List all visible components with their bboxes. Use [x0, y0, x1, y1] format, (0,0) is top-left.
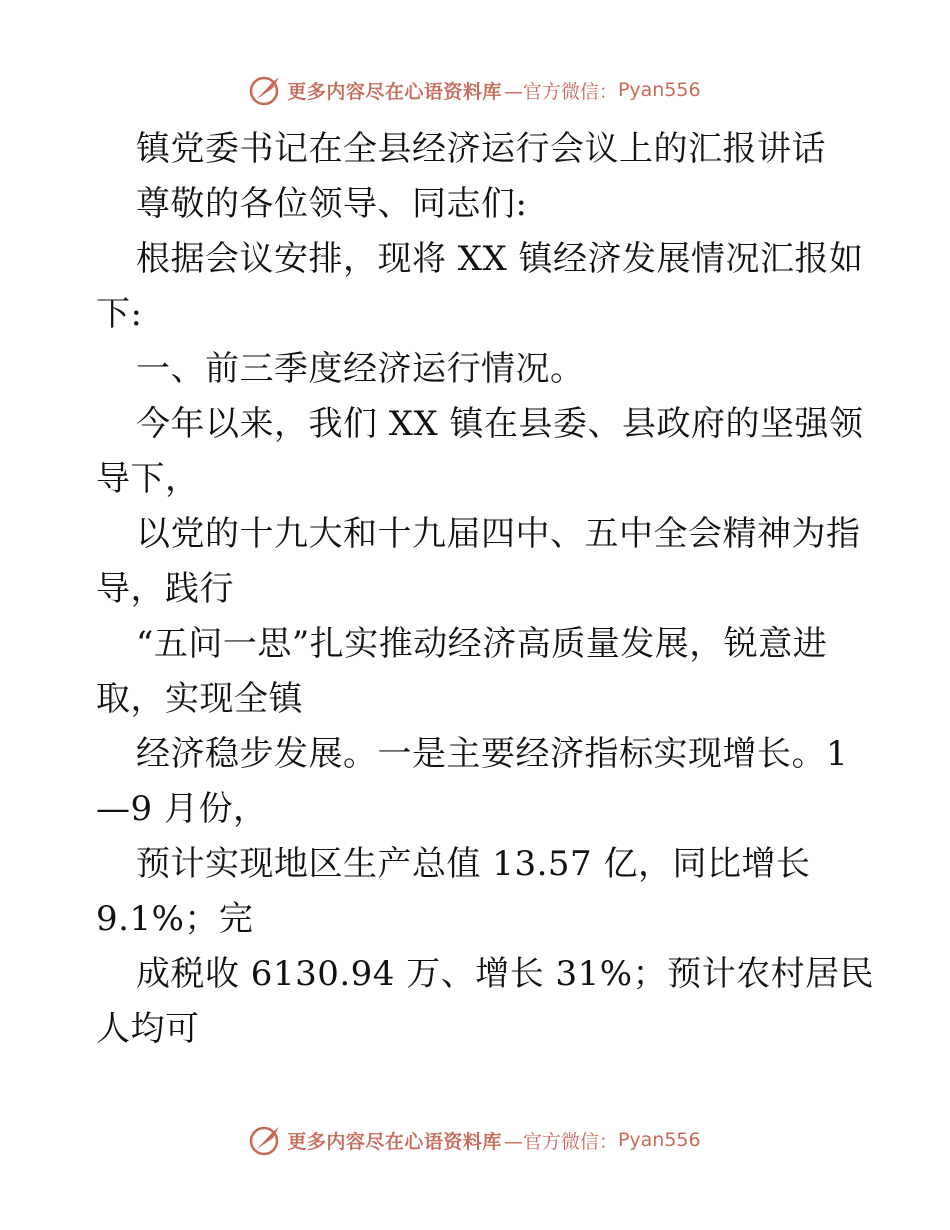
paragraph-line: 今年以来，我们 XX 镇在县委、县政府的坚强领 [136, 404, 864, 444]
footer-watermark [0, 1120, 950, 1160]
paragraph-line: 预计实现地区生产总值 13.57 亿，同比增长 [136, 844, 811, 884]
quill-pen-logo-icon [249, 1123, 283, 1157]
salutation: 尊敬的各位领导、同志们: [136, 184, 528, 224]
paragraph-line: “五问一思”扎实推动经济高质量发展，锐意进 [136, 624, 828, 664]
paragraph-line: 经济稳步发展。一是主要经济指标实现增长。1 [136, 734, 849, 774]
paragraph-line: 以党的十九大和十九届四中、五中全会精神为指 [136, 514, 861, 554]
paragraph-line: 取，实现全镇 [96, 679, 303, 719]
watermark-text: 更多内容尽在心语资料库 [287, 80, 502, 103]
paragraph-line: 人均可 [96, 1009, 200, 1049]
paragraph-line: 下: [96, 294, 143, 334]
paragraph-line: 导，践行 [96, 569, 234, 609]
watermark-wechat-id: Pyan556 [617, 79, 701, 101]
paragraph-line: 根据会议安排，现将 XX 镇经济发展情况汇报如 [136, 239, 864, 279]
document-body [96, 122, 875, 1057]
paragraph-line: —9 月份， [96, 789, 268, 829]
watermark-separator: —官方微信： [503, 1130, 618, 1153]
paragraph-line: 成税收 6130.94 万、增长 31%；预计农村居民 [136, 954, 875, 994]
section-heading: 一、前三季度经济运行情况。 [136, 349, 585, 389]
watermark-separator: —官方微信： [503, 80, 618, 103]
paragraph-line: 9.1%；完 [96, 899, 254, 939]
paragraph-line: 导下， [96, 459, 200, 499]
watermark-wechat-id: Pyan556 [617, 1129, 701, 1151]
quill-pen-logo-icon [249, 73, 283, 107]
document-title: 镇党委书记在全县经济运行会议上的汇报讲话 [136, 129, 826, 169]
header-watermark [0, 70, 950, 110]
watermark-text: 更多内容尽在心语资料库 [287, 1130, 502, 1153]
